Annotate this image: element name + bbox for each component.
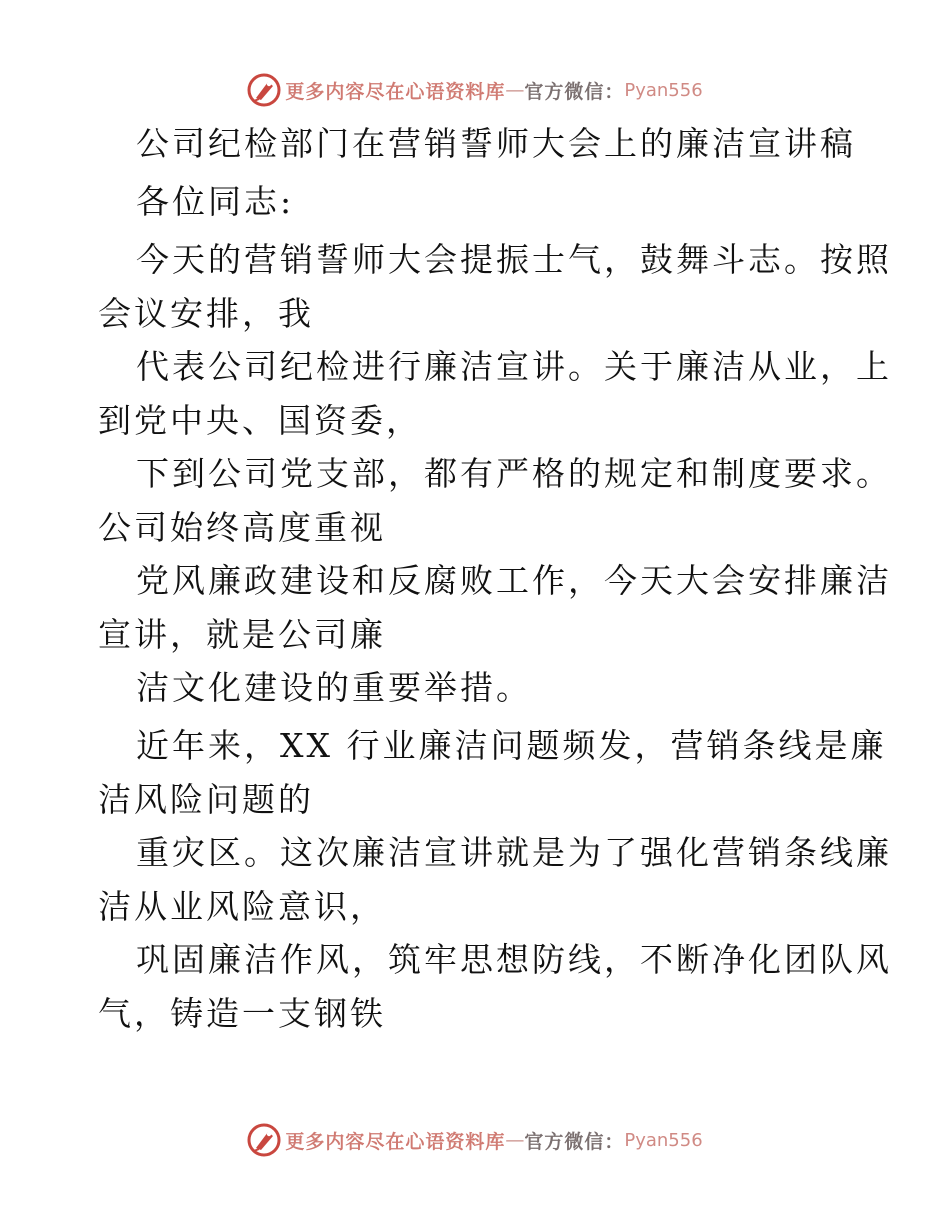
paragraph-line: 洁风险问题的 [98,780,314,819]
footer-banner [0,1120,950,1160]
paragraph [98,445,892,552]
banner-wechat-id: Pyan556 [624,79,703,101]
paragraph [98,338,892,445]
paragraph [98,552,892,659]
banner-dash: — [505,1129,525,1151]
document-title: 公司纪检部门在营销誓师大会上的廉洁宣讲稿 [136,124,856,163]
paragraph-line: 近年来，XX 行业廉洁问题频发，营销条线是廉 [136,726,887,765]
paragraph [98,717,887,824]
paragraph-line: 气，铸造一支钢铁 [98,994,386,1033]
pen-nib-logo-icon [247,73,281,107]
banner-dash: — [505,79,525,101]
paragraph-line: 代表公司纪检进行廉洁宣讲。关于廉洁从业，上 [136,347,892,386]
paragraph [98,824,892,931]
paragraph-line: 今天的营销誓师大会提振士气，鼓舞斗志。按照 [136,240,892,279]
banner-brand-text: 更多内容尽在心语资料库 [285,1130,506,1153]
document-body [98,115,892,1038]
paragraph-line: 党风廉政建设和反腐败工作，今天大会安排廉洁 [136,561,892,600]
paragraph-line: 重灾区。这次廉洁宣讲就是为了强化营销条线廉 [136,833,892,872]
banner-official-label: 官方微信： [524,1130,625,1153]
header-banner [0,70,950,110]
paragraph [98,659,858,717]
paragraph [98,231,892,338]
pen-nib-logo-icon [247,1123,281,1157]
paragraph-line: 宣讲，就是公司廉 [98,615,386,654]
banner-brand-text: 更多内容尽在心语资料库 [285,80,506,103]
banner-official-label: 官方微信： [524,80,625,103]
paragraph-line: 到党中央、国资委， [98,401,422,440]
salutation: 各位同志: [136,182,295,221]
paragraph-line: 洁文化建设的重要举措。 [136,668,532,707]
paragraph-line: 公司始终高度重视 [98,508,386,547]
paragraph-line: 巩固廉洁作风，筑牢思想防线，不断净化团队风 [136,940,892,979]
paragraph-line: 洁从业风险意识， [98,887,386,926]
paragraph-line: 下到公司党支部，都有严格的规定和制度要求。 [136,454,892,493]
banner-wechat-id: Pyan556 [624,1129,703,1151]
paragraph-line: 会议安排，我 [98,294,314,333]
paragraph [98,931,892,1038]
